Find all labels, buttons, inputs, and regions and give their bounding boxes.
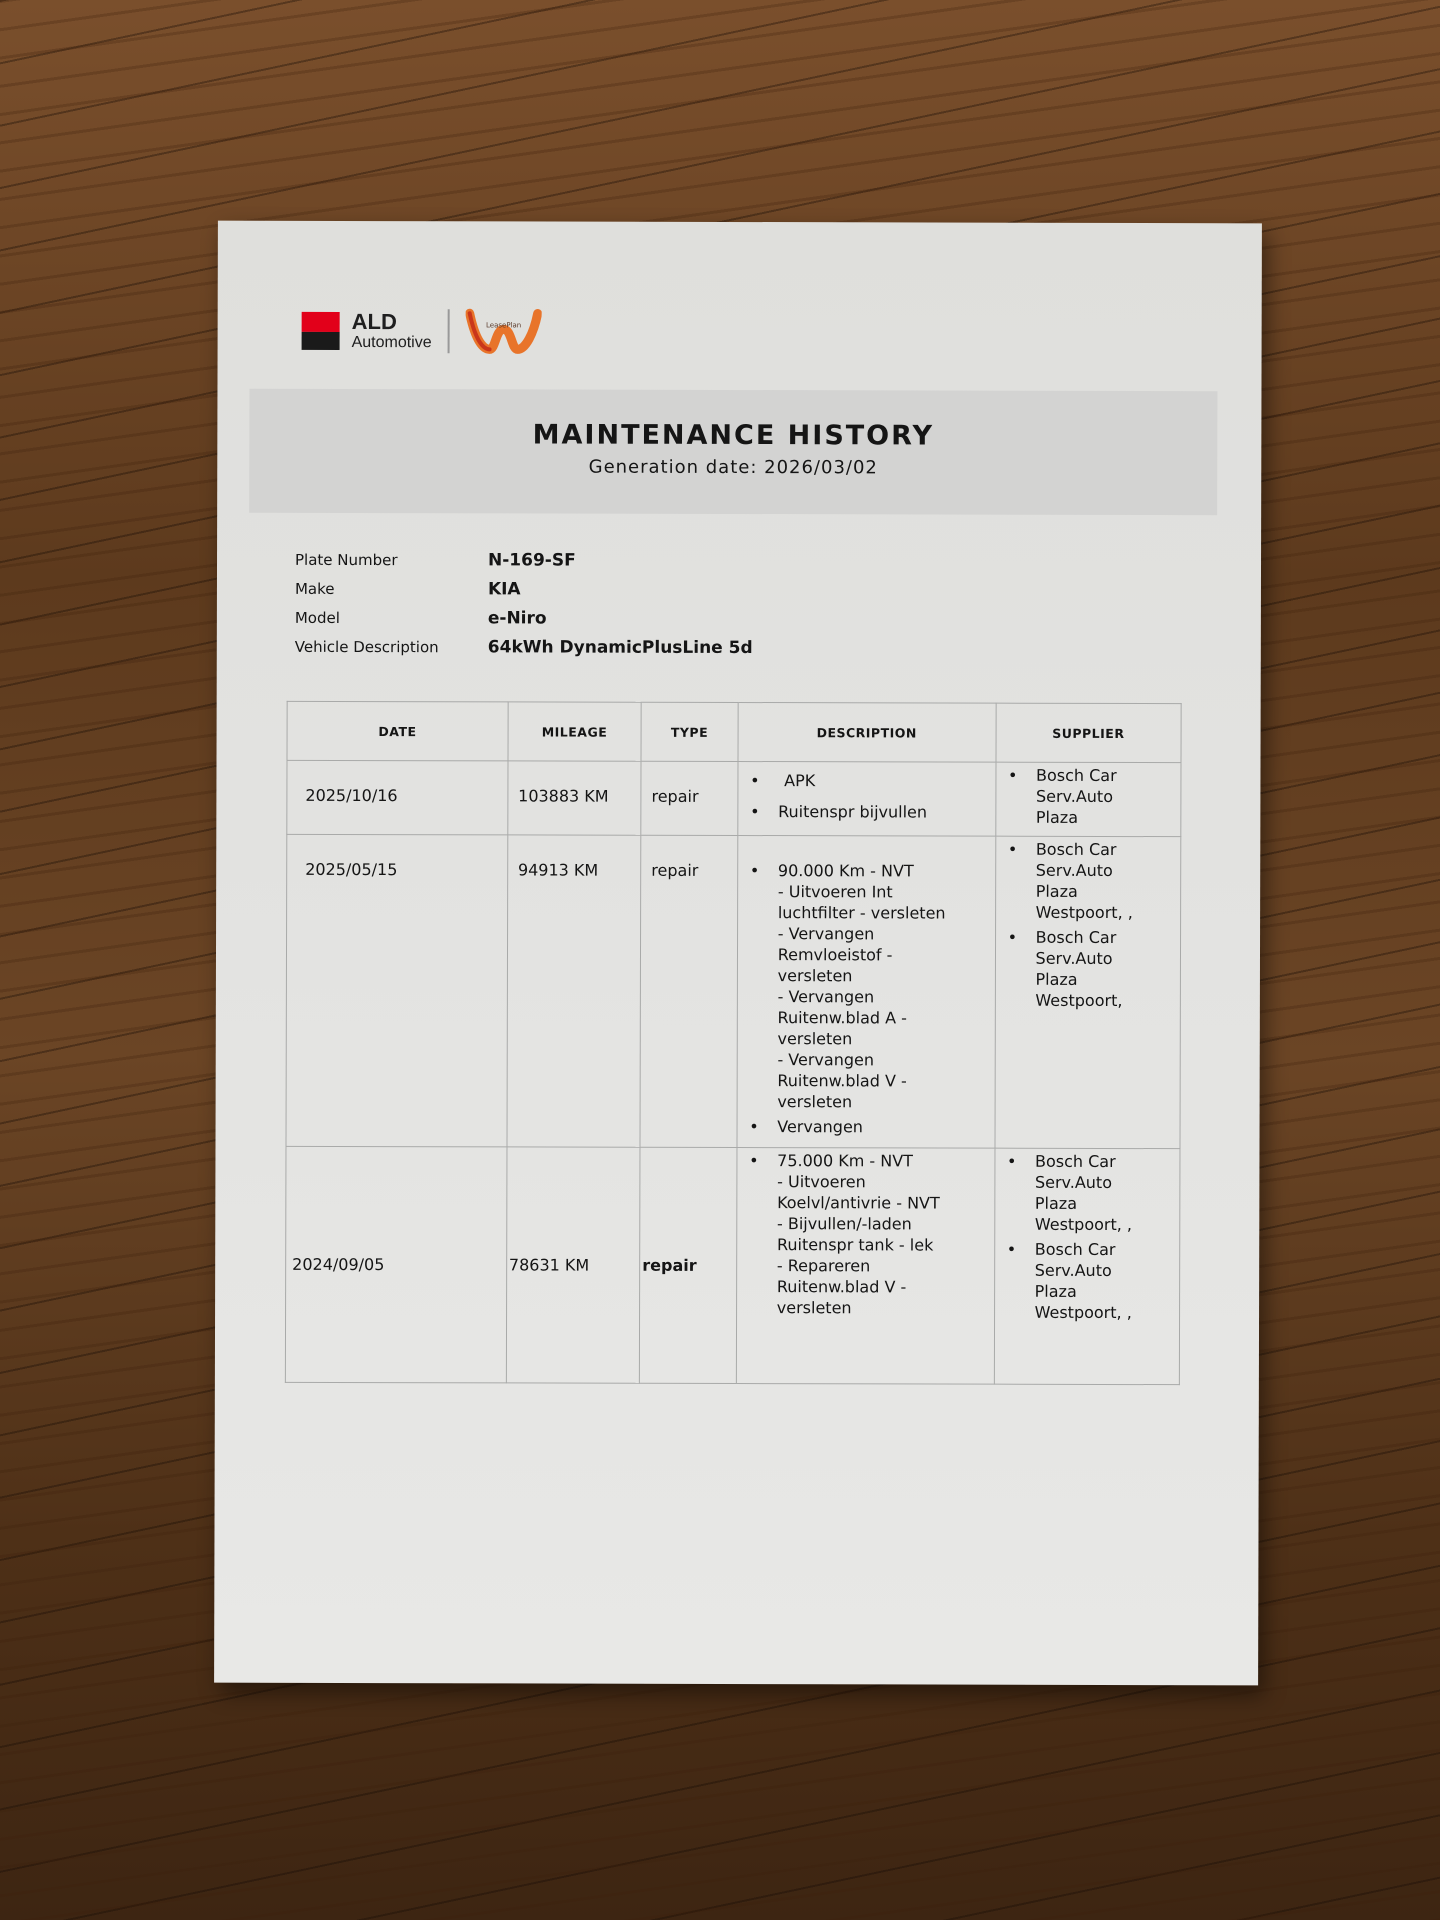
info-label: Vehicle Description (294, 637, 439, 656)
cell-supplier (994, 1148, 1180, 1384)
info-label: Make (294, 579, 335, 598)
info-value: e-Niro (487, 607, 547, 628)
cell-supplier (995, 836, 1181, 1148)
cell-date: 2024/09/05 (285, 1146, 506, 1383)
info-label: Model (294, 608, 340, 627)
description-item: • 90.000 Km - NVT - Uitvoeren Int luchtfilter - versleten - Vervangen Remvloeistof - versleten - Vervangen Ruitenw.blad A - versleten - Vervangen Ruitenw.blad V - versleten (777, 860, 984, 1113)
ald-logo-mark (302, 312, 340, 350)
info-value: 64kWh DynamicPlusLine 5d (487, 636, 753, 658)
cell-date: 2025/10/16 (287, 760, 508, 835)
table-row (287, 760, 1181, 836)
info-row-model (295, 603, 753, 633)
column-header-supplier: SUPPLIER (996, 703, 1182, 762)
cell-mileage: 94913 KM (507, 835, 641, 1147)
header-logos (302, 307, 542, 356)
generation-date: Generation date: 2026/03/02 (588, 456, 878, 479)
vehicle-info (295, 545, 753, 662)
description-item: • Ruitenspr bijvullen (778, 801, 985, 823)
cell-description (738, 761, 996, 836)
cell-description (736, 1147, 994, 1384)
supplier-item: • Bosch Car Serv.Auto Plaza Westpoort, (1035, 927, 1170, 1011)
supplier-item: • Bosch Car Serv.Auto Plaza Westpoort, , (1035, 1151, 1170, 1235)
info-value: N-169-SF (488, 549, 576, 571)
leaseplan-logo-text: LeasePlan (486, 321, 522, 330)
supplier-item: • Bosch Car Serv.Auto Plaza Westpoort, , (1035, 1239, 1170, 1323)
info-value: KIA (487, 578, 521, 599)
ald-logo-line1: ALD (351, 308, 397, 335)
document-page (214, 221, 1262, 1686)
table-row (285, 1146, 1180, 1384)
cell-type: repair (639, 1147, 736, 1383)
info-row-description (295, 632, 753, 662)
column-header-type: TYPE (641, 702, 738, 761)
table-header-row (287, 701, 1181, 762)
cell-mileage: 78631 KM (506, 1147, 640, 1383)
supplier-item: • Bosch Car Serv.Auto Plaza (1036, 765, 1171, 828)
page-title: MAINTENANCE HISTORY (532, 419, 935, 452)
info-label: Plate Number (295, 550, 398, 569)
description-item: • 75.000 Km - NVT - Uitvoeren Koelvl/antivrie - NVT - Bijvullen/-laden Ruitenspr tank - lek - Repareren Ruitenw.blad V - versleten (777, 1150, 984, 1319)
cell-description (737, 835, 996, 1148)
column-header-description: DESCRIPTION (738, 702, 996, 762)
info-row-make (295, 574, 753, 604)
ald-logo-text (351, 308, 432, 352)
title-band (249, 389, 1217, 516)
cell-type: repair (640, 835, 737, 1147)
column-header-mileage: MILEAGE (508, 702, 641, 761)
description-item: • APK (778, 770, 985, 792)
maintenance-table (285, 701, 1182, 1385)
table-row (286, 834, 1181, 1148)
leaseplan-logo (466, 307, 542, 355)
ald-logo-line2: Automotive (351, 333, 432, 352)
logo-divider (448, 309, 450, 353)
cell-type: repair (641, 761, 738, 835)
cell-supplier (995, 762, 1181, 836)
cell-mileage: 103883 KM (508, 761, 642, 835)
column-header-date: DATE (287, 701, 508, 761)
description-item: • Vervangen (777, 1116, 984, 1138)
cell-date: 2025/05/15 (286, 834, 508, 1147)
info-row-plate (295, 545, 753, 575)
supplier-item: • Bosch Car Serv.Auto Plaza Westpoort, , (1036, 839, 1171, 923)
